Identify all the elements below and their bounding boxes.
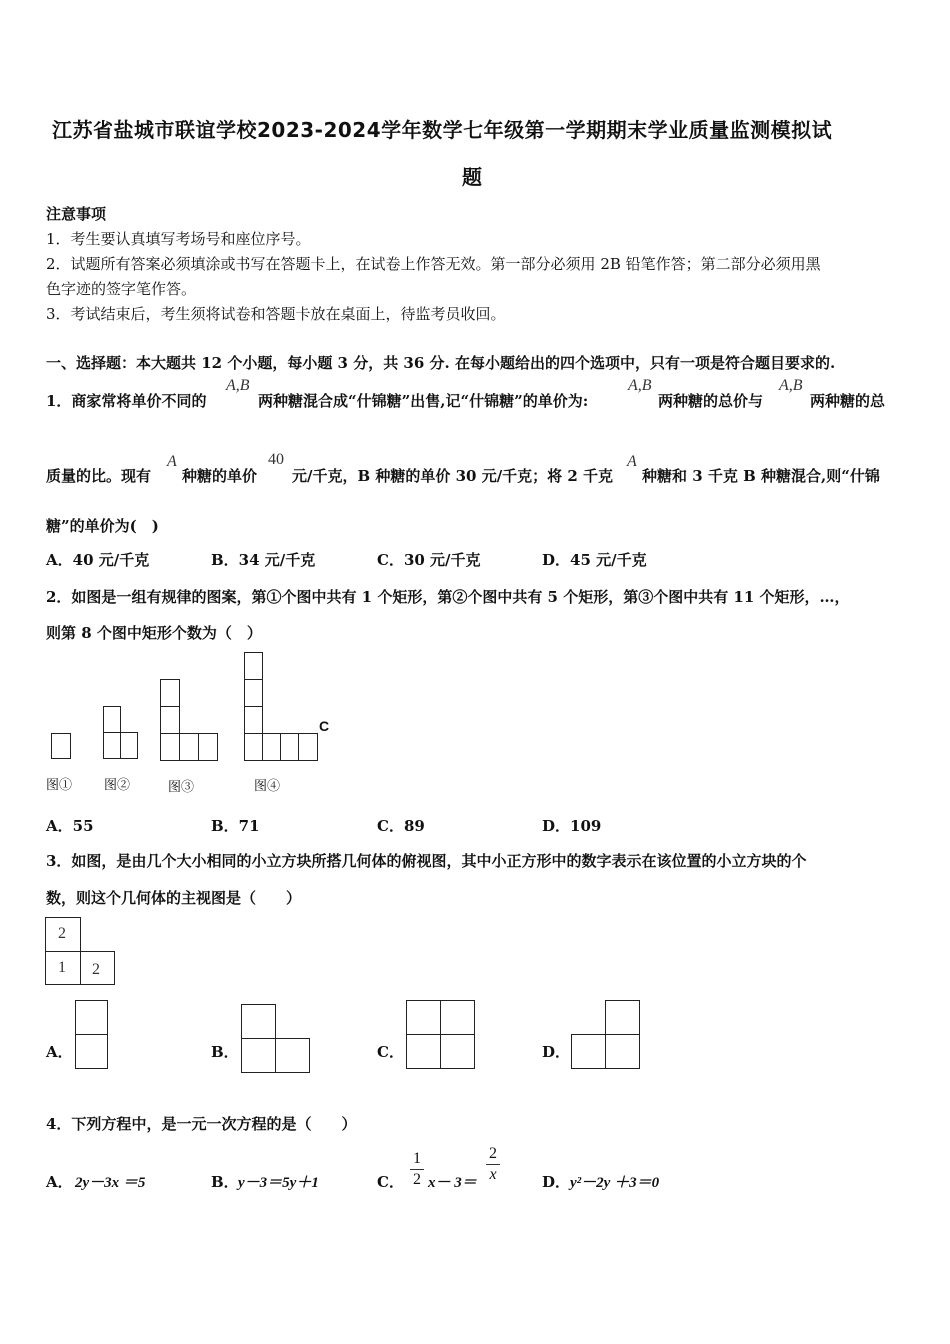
rect: [262, 733, 281, 761]
q4-option-a-label: A．: [46, 1173, 73, 1191]
grid-number: 1: [58, 959, 66, 976]
q2-fig-label-4: 图④: [254, 778, 281, 793]
q2-line1: 2．如图是一组有规律的图案，第①个图中共有 1 个矩形，第②个图中共有 5 个矩形，第③个图中共有 11 个矩形，…，: [46, 588, 850, 606]
q1-text-3: 两种糖的总价与: [658, 392, 764, 410]
q2-stray-c: C: [319, 718, 330, 734]
fraction-numerator: 2: [489, 1145, 497, 1162]
fraction-numerator: 1: [413, 1150, 421, 1167]
fraction-bar: [486, 1164, 500, 1165]
q1-line3: 糖”的单价为( ): [46, 517, 159, 535]
q1-math-40: 40: [268, 451, 284, 468]
square: [440, 1000, 475, 1035]
q2-fig-label-1: 图①: [46, 777, 73, 792]
q4-option-b: y－3＝5y＋1: [238, 1175, 319, 1191]
q1-line2-b: 种糖的单价: [182, 467, 258, 485]
page-title-line1: 江苏省盐城市联谊学校2023-2024学年数学七年级第一学期期末学业质量监测模拟试: [52, 118, 833, 142]
q4-option-d-label: D．: [542, 1173, 571, 1191]
square: [406, 1034, 441, 1069]
q2-option-d: D．109: [542, 817, 602, 835]
q3-option-b-label: B．: [211, 1043, 239, 1061]
rect: [280, 733, 299, 761]
q1-text-2: 两种糖混合成“什锦糖”出售,记“什锦糖”的单价为:: [258, 392, 589, 410]
q1-option-a: A．40 元/千克: [46, 551, 150, 569]
rect: [179, 733, 199, 761]
q4-option-d: y²－2y ＋3＝0: [570, 1175, 660, 1191]
grid-number: 2: [92, 961, 100, 978]
q1-math-ab-2: A,B: [628, 377, 652, 394]
q1-math-a-2: A: [627, 453, 637, 470]
q3-option-a-label: A．: [46, 1043, 73, 1061]
fraction-2-x: [486, 1145, 500, 1184]
q2-line2: 则第 8 个图中矩形个数为（ ）: [46, 624, 262, 642]
notice-item-3: 3．考试结束后，考生须将试卷和答题卡放在桌面上，待监考员收回。: [46, 305, 506, 323]
notice-item-2b: 色字迹的签字笔作答。: [46, 280, 197, 298]
q1-math-ab-1: A,B: [226, 377, 250, 394]
q1-text-1: 1．商家常将单价不同的: [46, 392, 207, 410]
square: [440, 1034, 475, 1069]
square: [241, 1038, 276, 1073]
section-heading: 一、选择题：本大题共 12 个小题，每小题 3 分，共 36 分. 在每小题给出的四个选项中，只有一项是符合题目要求的.: [46, 354, 836, 372]
q4-option-c-label: C．: [377, 1173, 404, 1191]
fraction-bar: [410, 1169, 424, 1170]
square: [75, 1034, 108, 1069]
grid-number: 2: [58, 925, 66, 942]
rect: [51, 733, 71, 759]
rect: [244, 706, 263, 734]
fraction-1-2: [410, 1150, 424, 1189]
q1-math-a-1: A: [167, 453, 177, 470]
rect: [244, 733, 263, 761]
q2-option-b: B．71: [211, 817, 260, 835]
square: [406, 1000, 441, 1035]
rect: [244, 679, 263, 707]
rect: [160, 733, 180, 761]
q2-fig-label-2: 图②: [104, 777, 131, 792]
q4-option-b-label: B．: [211, 1173, 239, 1191]
notice-item-2a: 2．试题所有答案必须填涂或书写在答题卡上，在试卷上作答无效。第一部分必须用 2B 铅笔作答；第二部分必须用黑: [46, 255, 821, 273]
q1-math-ab-3: A,B: [779, 377, 803, 394]
q1-line2-c: 元/千克，B 种糖的单价 30 元/千克；将 2 千克: [292, 467, 614, 485]
square: [571, 1034, 606, 1069]
square: [605, 1000, 640, 1035]
q2-option-c: C．89: [377, 817, 425, 835]
rect: [160, 706, 180, 734]
q1-option-d: D．45 元/千克: [542, 551, 647, 569]
q1-option-b: B．34 元/千克: [211, 551, 316, 569]
square: [241, 1004, 276, 1039]
square: [75, 1000, 108, 1035]
notice-item-1: 1．考生要认真填写考场号和座位序号。: [46, 230, 311, 248]
q2-option-a: A．55: [46, 817, 94, 835]
rect: [103, 732, 121, 759]
q3-option-d-label: D．: [542, 1043, 571, 1061]
rect: [244, 652, 263, 680]
q3-line1: 3．如图，是由几个大小相同的小立方块所搭几何体的俯视图，其中小正方形中的数字表示在该位置的小立方块的个: [46, 852, 807, 870]
notice-heading: 注意事项: [46, 205, 107, 223]
square: [605, 1034, 640, 1069]
rect: [298, 733, 318, 761]
q1-text-4: 两种糖的总: [810, 392, 886, 410]
page-title-line2: 题: [462, 165, 483, 189]
fraction-denominator: 2: [413, 1171, 421, 1188]
fraction-denominator: x: [489, 1166, 497, 1183]
q1-line2-d: 种糖和 3 千克 B 种糖混合,则“什锦: [642, 467, 880, 485]
q4-line1: 4．下列方程中，是一元一次方程的是（ ）: [46, 1115, 357, 1133]
q4-option-c-middle: x－ 3＝: [428, 1175, 477, 1191]
rect: [120, 732, 138, 759]
rect: [198, 733, 218, 761]
q3-line2: 数，则这个几何体的主视图是（ ）: [46, 889, 302, 907]
square: [275, 1038, 310, 1073]
q2-fig-label-3: 图③: [168, 779, 195, 794]
q4-option-a: 2y－3x ＝5: [75, 1175, 146, 1191]
q1-line2-a: 质量的比。现有: [46, 467, 152, 485]
q1-option-c: C．30 元/千克: [377, 551, 481, 569]
q3-option-c-label: C．: [377, 1043, 404, 1061]
rect: [160, 679, 180, 707]
rect: [103, 706, 121, 733]
